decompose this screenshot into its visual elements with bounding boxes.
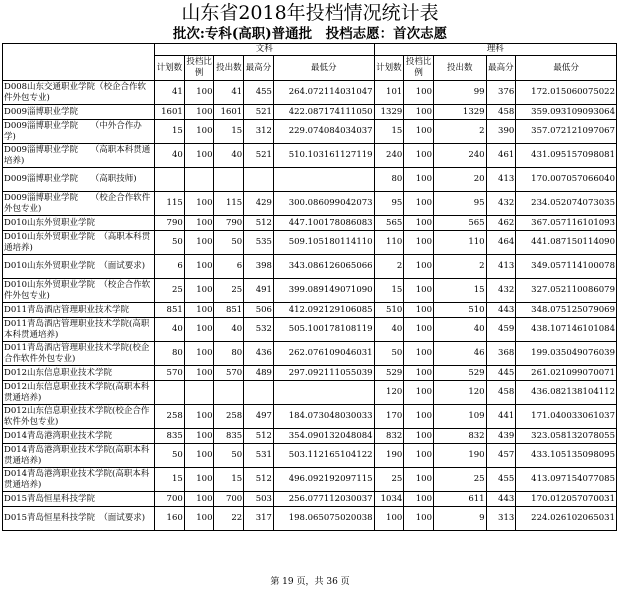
like-min-cell: 170.012057070031: [516, 492, 617, 507]
like-min-cell: 172.015060075022: [516, 81, 617, 105]
wenke-min-cell: [273, 168, 374, 192]
wenke-min-cell: 262.076109046031: [273, 342, 374, 366]
like-ratio-cell: 100: [404, 168, 434, 192]
wenke-admitted-cell: 851: [214, 303, 244, 318]
like-admitted-cell: 832: [433, 429, 486, 444]
page-footer: 第 19 页，共 36 页: [270, 577, 350, 587]
like-min-cell: 224.026102065031: [516, 507, 617, 531]
college-name-cell: D014青岛港湾职业技术学院(高职本科贯通培养): [3, 468, 155, 492]
college-name-cell: D011青岛酒店管理职业技术学院: [3, 303, 155, 318]
like-max-header: 最高分: [486, 56, 516, 81]
page-title: 山东省2018年投档情况统计表: [181, 2, 439, 24]
wenke-plan-cell: [155, 381, 185, 405]
college-name-cell: D012山东信息职业技术学院(高职本科贯通培养): [3, 381, 155, 405]
wenke-max-cell: 429: [244, 192, 274, 216]
college-name-cell: D015青岛恒星科技学院: [3, 492, 155, 507]
like-min-cell: 433.105135098095: [516, 444, 617, 468]
like-max-cell: 458: [486, 105, 516, 120]
wenke-plan-cell: 700: [155, 492, 185, 507]
like-ratio-cell: 100: [404, 318, 434, 342]
wenke-ratio-cell: 100: [184, 405, 214, 429]
college-name-cell: D011青岛酒店管理职业技术学院(高职本科贯通培养): [3, 318, 155, 342]
wenke-plan-cell: 851: [155, 303, 185, 318]
like-plan-cell: 101: [374, 81, 404, 105]
like-admitted-cell: 46: [433, 342, 486, 366]
like-plan-cell: 170: [374, 405, 404, 429]
wenke-plan-cell: 15: [155, 120, 185, 144]
wenke-plan-cell: 40: [155, 144, 185, 168]
like-plan-cell: 95: [374, 192, 404, 216]
like-admitted-cell: 2: [433, 120, 486, 144]
like-admitted-cell: 110: [433, 231, 486, 255]
like-ratio-cell: 100: [404, 468, 434, 492]
like-admitted-cell: 9: [433, 507, 486, 531]
college-name-cell: D010山东外贸职业学院 （校企合作软件外包专业): [3, 279, 155, 303]
wenke-ratio-cell: 100: [184, 105, 214, 120]
wenke-max-cell: 531: [244, 444, 274, 468]
wenke-max-cell: 317: [244, 507, 274, 531]
like-max-cell: 368: [486, 342, 516, 366]
wenke-max-cell: 521: [244, 144, 274, 168]
wenke-min-cell: 198.065075020038: [273, 507, 374, 531]
like-ratio-cell: 100: [404, 507, 434, 531]
wenke-ratio-cell: 100: [184, 468, 214, 492]
wenke-admitted-cell: 258: [214, 405, 244, 429]
like-ratio-cell: 100: [404, 216, 434, 231]
like-plan-cell: 120: [374, 381, 404, 405]
like-admitted-cell: 15: [433, 279, 486, 303]
like-admitted-cell: 240: [433, 144, 486, 168]
college-name-cell: D014青岛港湾职业技术学院(高职本科贯通培养): [3, 444, 155, 468]
like-min-cell: 327.052110086079: [516, 279, 617, 303]
college-name-cell: D009淄博职业学院 （高职本科贯通培养): [3, 144, 155, 168]
like-max-cell: 413: [486, 255, 516, 279]
like-max-cell: 432: [486, 279, 516, 303]
like-ratio-cell: 100: [404, 342, 434, 366]
like-plan-cell: 80: [374, 168, 404, 192]
like-ratio-cell: 100: [404, 255, 434, 279]
like-max-cell: 459: [486, 318, 516, 342]
wenke-max-cell: 506: [244, 303, 274, 318]
like-plan-cell: 2: [374, 255, 404, 279]
wenke-min-cell: 256.077112030037: [273, 492, 374, 507]
wenke-min-cell: 496.092192097115: [273, 468, 374, 492]
like-min-cell: 367.057116101093: [516, 216, 617, 231]
like-plan-cell: 240: [374, 144, 404, 168]
like-admitted-cell: 40: [433, 318, 486, 342]
college-name-cell: D012山东信息职业技术学院: [3, 366, 155, 381]
like-admitted-cell: 565: [433, 216, 486, 231]
like-ratio-cell: 100: [404, 366, 434, 381]
like-admitted-cell: 120: [433, 381, 486, 405]
like-plan-cell: 15: [374, 120, 404, 144]
wenke-ratio-cell: 100: [184, 429, 214, 444]
wenke-plan-cell: 570: [155, 366, 185, 381]
wenke-admitted-cell: 50: [214, 444, 244, 468]
wenke-plan-cell: 115: [155, 192, 185, 216]
like-plan-cell: 565: [374, 216, 404, 231]
like-ratio-cell: 100: [404, 120, 434, 144]
wenke-max-cell: 535: [244, 231, 274, 255]
wenke-min-cell: 503.112165104122: [273, 444, 374, 468]
table-row: [3, 279, 617, 303]
wenke-ratio-cell: 100: [184, 255, 214, 279]
table-row: [3, 429, 617, 444]
wenke-max-cell: 512: [244, 468, 274, 492]
like-max-cell: 313: [486, 507, 516, 531]
wenke-admitted-cell: 41: [214, 81, 244, 105]
wenke-ratio-cell: 100: [184, 231, 214, 255]
like-ratio-cell: 100: [404, 405, 434, 429]
like-max-cell: 458: [486, 381, 516, 405]
like-min-cell: 170.007057066040: [516, 168, 617, 192]
table-row: [3, 381, 617, 405]
wenke-max-cell: 497: [244, 405, 274, 429]
wenke-max-cell: 532: [244, 318, 274, 342]
wenke-ratio-cell: [184, 381, 214, 405]
like-max-cell: 413: [486, 168, 516, 192]
wenke-min-cell: 509.105180114110: [273, 231, 374, 255]
table-row: [3, 231, 617, 255]
wenke-admitted-cell: 700: [214, 492, 244, 507]
like-ratio-cell: 100: [404, 192, 434, 216]
like-min-cell: 436.082138104112: [516, 381, 617, 405]
wenke-max-cell: 521: [244, 105, 274, 120]
like-plan-cell: 832: [374, 429, 404, 444]
wenke-admitted-cell: 835: [214, 429, 244, 444]
like-plan-cell: 529: [374, 366, 404, 381]
wenke-plan-cell: 25: [155, 279, 185, 303]
wenke-admitted-cell: 115: [214, 192, 244, 216]
wenke-max-cell: 491: [244, 279, 274, 303]
like-admitted-cell: 25: [433, 468, 486, 492]
wenke-plan-cell: 1601: [155, 105, 185, 120]
wenke-plan-cell: 80: [155, 342, 185, 366]
wenke-min-cell: 399.089149071090: [273, 279, 374, 303]
table-row: [3, 405, 617, 429]
college-name-cell: D011青岛酒店管理职业技术学院(校企合作软件外包专业): [3, 342, 155, 366]
wenke-ratio-cell: 100: [184, 216, 214, 231]
table-row: [3, 492, 617, 507]
table-row: [3, 144, 617, 168]
wenke-admitted-cell: 80: [214, 342, 244, 366]
like-plan-cell: 510: [374, 303, 404, 318]
wenke-max-cell: [244, 168, 274, 192]
wenke-ratio-cell: 100: [184, 303, 214, 318]
like-plan-cell: 25: [374, 468, 404, 492]
college-name-cell: D009淄博职业学院 （高职技师): [3, 168, 155, 192]
like-admitted-cell: 529: [433, 366, 486, 381]
like-max-cell: 443: [486, 492, 516, 507]
table-row: [3, 318, 617, 342]
wenke-min-cell: 229.074084034037: [273, 120, 374, 144]
wenke-ratio-header: 投档比例: [184, 56, 214, 81]
wenke-max-cell: 455: [244, 81, 274, 105]
like-admitted-cell: 611: [433, 492, 486, 507]
wenke-min-cell: 300.086099042073: [273, 192, 374, 216]
wenke-ratio-cell: 100: [184, 120, 214, 144]
like-max-cell: 445: [486, 366, 516, 381]
like-min-cell: 171.040033061037: [516, 405, 617, 429]
wenke-min-cell: 422.087174111050: [273, 105, 374, 120]
wenke-max-cell: 312: [244, 120, 274, 144]
wenke-min-cell: 264.072114031047: [273, 81, 374, 105]
wenke-admitted-cell: 22: [214, 507, 244, 531]
college-name-cell: D009淄博职业学院 （校企合作软件外包专业): [3, 192, 155, 216]
like-max-cell: 432: [486, 192, 516, 216]
wenke-admitted-cell: [214, 381, 244, 405]
wenke-ratio-cell: 100: [184, 81, 214, 105]
like-admitted-cell: 20: [433, 168, 486, 192]
table-row: [3, 216, 617, 231]
table-row: [3, 507, 617, 531]
like-min-cell: 261.021099070071: [516, 366, 617, 381]
wenke-plan-cell: 50: [155, 444, 185, 468]
like-min-cell: 438.107146101084: [516, 318, 617, 342]
like-admitted-cell: 510: [433, 303, 486, 318]
wenke-plan-cell: 790: [155, 216, 185, 231]
like-min-cell: 357.072121097067: [516, 120, 617, 144]
like-ratio-cell: 100: [404, 81, 434, 105]
wenke-max-cell: [244, 381, 274, 405]
wenke-admitted-cell: 40: [214, 144, 244, 168]
like-ratio-cell: 100: [404, 231, 434, 255]
wenke-plan-cell: [155, 168, 185, 192]
like-plan-cell: 1329: [374, 105, 404, 120]
like-max-cell: 443: [486, 303, 516, 318]
wenke-ratio-cell: 100: [184, 507, 214, 531]
table-row: [3, 342, 617, 366]
college-name-cell: D015青岛恒星科技学院 （面试要求): [3, 507, 155, 531]
wenke-min-cell: 412.092129106085: [273, 303, 374, 318]
wenke-plan-cell: 6: [155, 255, 185, 279]
like-min-header: 最低分: [516, 56, 617, 81]
table-row: [3, 303, 617, 318]
like-min-cell: 323.058132078055: [516, 429, 617, 444]
like-admitted-cell: 109: [433, 405, 486, 429]
wenke-plan-cell: 41: [155, 81, 185, 105]
wenke-admitted-cell: 1601: [214, 105, 244, 120]
wenke-max-header: 最高分: [244, 56, 274, 81]
wenke-admitted-cell: 25: [214, 279, 244, 303]
table-row: [3, 120, 617, 144]
like-min-cell: 199.035049076039: [516, 342, 617, 366]
wenke-admitted-cell: 6: [214, 255, 244, 279]
table-row: [3, 468, 617, 492]
like-ratio-cell: 100: [404, 381, 434, 405]
wenke-ratio-cell: 100: [184, 492, 214, 507]
like-admitted-cell: 99: [433, 81, 486, 105]
table-row: [3, 105, 617, 120]
wenke-max-cell: 398: [244, 255, 274, 279]
wenke-min-cell: 510.103161127119: [273, 144, 374, 168]
like-admitted-header: 投出数: [433, 56, 486, 81]
wenke-plan-cell: 40: [155, 318, 185, 342]
like-max-cell: 439: [486, 429, 516, 444]
college-name-cell: D014青岛港湾职业技术学院: [3, 429, 155, 444]
like-min-cell: 431.095157098081: [516, 144, 617, 168]
wenke-admitted-cell: [214, 168, 244, 192]
college-name-cell: D009淄博职业学院: [3, 105, 155, 120]
wenke-ratio-cell: 100: [184, 342, 214, 366]
like-admitted-cell: 2: [433, 255, 486, 279]
wenke-min-header: 最低分: [273, 56, 374, 81]
like-max-cell: 461: [486, 144, 516, 168]
like-min-cell: 348.075125079069: [516, 303, 617, 318]
college-name-cell: D010山东外贸职业学院 （面试要求): [3, 255, 155, 279]
wenke-admitted-cell: 790: [214, 216, 244, 231]
like-ratio-header: 投档比例: [404, 56, 434, 81]
table-row: [3, 255, 617, 279]
college-name-cell: D008山东交通职业学院（校企合作软件外包专业): [3, 81, 155, 105]
like-max-cell: 462: [486, 216, 516, 231]
name-header: [3, 44, 155, 81]
like-min-cell: 349.057114100078: [516, 255, 617, 279]
like-plan-cell: 50: [374, 342, 404, 366]
wenke-admitted-cell: 40: [214, 318, 244, 342]
wenke-max-cell: 489: [244, 366, 274, 381]
wenke-ratio-cell: 100: [184, 444, 214, 468]
college-name-cell: D010山东外贸职业学院: [3, 216, 155, 231]
wenke-min-cell: 505.100178108119: [273, 318, 374, 342]
like-min-cell: 234.052074073035: [516, 192, 617, 216]
college-name-cell: D009淄博职业学院 （中外合作办学): [3, 120, 155, 144]
wenke-admitted-cell: 570: [214, 366, 244, 381]
wenke-min-cell: [273, 381, 374, 405]
table-row: [3, 444, 617, 468]
like-admitted-cell: 1329: [433, 105, 486, 120]
like-plan-cell: 190: [374, 444, 404, 468]
like-max-cell: 390: [486, 120, 516, 144]
like-ratio-cell: 100: [404, 105, 434, 120]
college-name-cell: D010山东外贸职业学院 （高职本科贯通培养): [3, 231, 155, 255]
wenke-plan-cell: 160: [155, 507, 185, 531]
table-row: [3, 168, 617, 192]
like-max-cell: 455: [486, 468, 516, 492]
wenke-ratio-cell: 100: [184, 366, 214, 381]
wenke-min-cell: 184.073048030033: [273, 405, 374, 429]
like-ratio-cell: 100: [404, 303, 434, 318]
like-plan-header: 计划数: [374, 56, 404, 81]
wenke-min-cell: 447.100178086083: [273, 216, 374, 231]
like-admitted-cell: 190: [433, 444, 486, 468]
wenke-max-cell: 503: [244, 492, 274, 507]
like-ratio-cell: 100: [404, 492, 434, 507]
table-body: [3, 81, 617, 531]
like-max-cell: 376: [486, 81, 516, 105]
wenke-plan-cell: 258: [155, 405, 185, 429]
wenke-ratio-cell: 100: [184, 318, 214, 342]
like-ratio-cell: 100: [404, 444, 434, 468]
wenke-ratio-cell: 100: [184, 144, 214, 168]
wenke-max-cell: 512: [244, 216, 274, 231]
wenke-group-header: 文科: [155, 44, 375, 56]
like-ratio-cell: 100: [404, 429, 434, 444]
table-row: [3, 366, 617, 381]
like-plan-cell: 15: [374, 279, 404, 303]
wenke-max-cell: 512: [244, 429, 274, 444]
page-subtitle: 批次:专科(高职)普通批 投档志愿：首次志愿: [172, 26, 448, 42]
like-max-cell: 457: [486, 444, 516, 468]
wenke-admitted-cell: 50: [214, 231, 244, 255]
like-plan-cell: 100: [374, 507, 404, 531]
like-plan-cell: 1034: [374, 492, 404, 507]
wenke-plan-cell: 835: [155, 429, 185, 444]
wenke-ratio-cell: 100: [184, 192, 214, 216]
wenke-min-cell: 343.086126065066: [273, 255, 374, 279]
like-max-cell: 441: [486, 405, 516, 429]
like-group-header: 理科: [374, 44, 616, 56]
like-plan-cell: 40: [374, 318, 404, 342]
like-min-cell: 359.093109093064: [516, 105, 617, 120]
like-admitted-cell: 95: [433, 192, 486, 216]
wenke-min-cell: 354.090132048084: [273, 429, 374, 444]
wenke-max-cell: 436: [244, 342, 274, 366]
like-ratio-cell: 100: [404, 279, 434, 303]
like-max-cell: 464: [486, 231, 516, 255]
wenke-ratio-cell: 100: [184, 279, 214, 303]
like-min-cell: 413.097154077085: [516, 468, 617, 492]
table-row: [3, 192, 617, 216]
like-ratio-cell: 100: [404, 144, 434, 168]
wenke-min-cell: 297.092111055039: [273, 366, 374, 381]
wenke-ratio-cell: [184, 168, 214, 192]
like-plan-cell: 110: [374, 231, 404, 255]
wenke-admitted-header: 投出数: [214, 56, 244, 81]
wenke-plan-header: 计划数: [155, 56, 185, 81]
table-row: [3, 81, 617, 105]
college-name-cell: D012山东信息职业技术学院(校企合作软件外包专业): [3, 405, 155, 429]
wenke-admitted-cell: 15: [214, 120, 244, 144]
admission-table: [2, 43, 617, 531]
like-min-cell: 441.087150114090: [516, 231, 617, 255]
wenke-admitted-cell: 15: [214, 468, 244, 492]
wenke-plan-cell: 50: [155, 231, 185, 255]
wenke-plan-cell: 15: [155, 468, 185, 492]
